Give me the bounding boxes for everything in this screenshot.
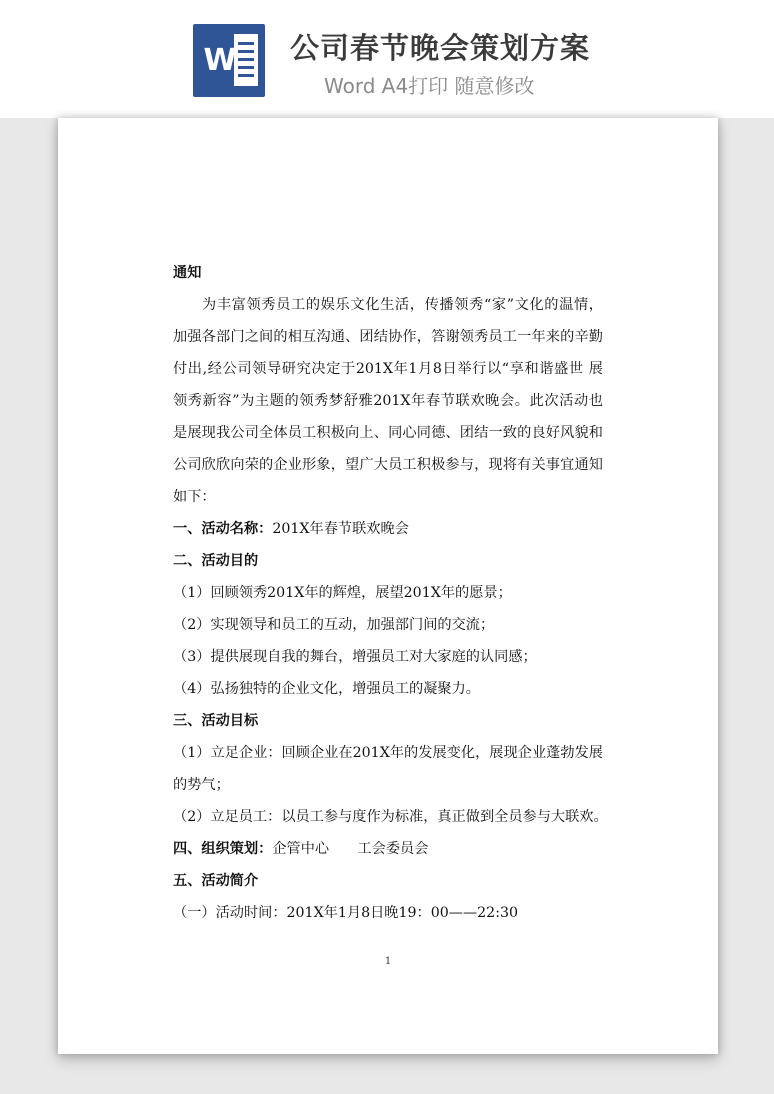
intro-line: 公司欣欣向荣的企业形象，望广大员工积极参与，现将有关事宜通知 <box>173 457 603 473</box>
section-overview-title: 五、活动简介 <box>173 873 259 889</box>
purpose-item: （2）实现领导和员工的互动，加强部门间的交流； <box>173 617 495 633</box>
banner-title: 公司春节晚会策划方案 <box>290 31 591 65</box>
word-letter-w: W <box>203 43 237 78</box>
document-page <box>58 118 718 1054</box>
document-body <box>173 257 608 929</box>
intro-line: 是展现我公司全体员工积极向上、同心同德、团结一致的良好风貌和 <box>173 425 603 441</box>
section-activity-name-value: 201X年春节联欢晚会 <box>272 521 409 537</box>
intro-line: 领秀新容”为主题的领秀梦舒雅201X年春节联欢晚会。此次活动也 <box>173 393 603 409</box>
section-goal-title: 三、活动目标 <box>173 713 259 729</box>
word-document-icon <box>193 24 265 97</box>
header-banner <box>0 0 774 118</box>
section-organizer-label: 四、组织策划： <box>173 841 273 857</box>
intro-line: 付出,经公司领导研究决定于201X年1月8日举行以“享和谐盛世 展 <box>173 361 603 377</box>
goal-item-continued: 的势气； <box>173 777 230 793</box>
goal-item: （2）立足员工：以员工参与度作为标准，真正做到全员参与大联欢。 <box>173 809 608 825</box>
section-purpose-title: 二、活动目的 <box>173 553 259 569</box>
document-heading: 通知 <box>173 265 202 281</box>
goal-item: （1）立足企业：回顾企业在201X年的发展变化，展现企业蓬勃发展 <box>173 745 603 761</box>
section-activity-name <box>173 513 603 545</box>
banner-subtitle: Word A4打印 随意修改 <box>324 74 535 98</box>
purpose-item: （4）弘扬独特的企业文化，增强员工的凝聚力。 <box>173 681 480 697</box>
section-organizer-value: 企管中心 工会委员会 <box>272 841 429 857</box>
page-number: 1 <box>384 956 392 967</box>
overview-item: （一）活动时间：201X年1月8日晚19：00——22:30 <box>173 905 519 921</box>
intro-line: 为丰富领秀员工的娱乐文化生活，传播领秀“家”文化的温情， <box>202 297 603 313</box>
section-organizer <box>173 833 603 865</box>
intro-line: 如下： <box>173 489 216 505</box>
intro-line: 加强各部门之间的相互沟通、团结协作，答谢领秀员工一年来的辛勤 <box>173 329 603 345</box>
purpose-item: （1）回顾领秀201X年的辉煌，展望201X年的愿景； <box>173 585 512 601</box>
section-activity-name-label: 一、活动名称： <box>173 521 273 537</box>
purpose-item: （3）提供展现自我的舞台，增强员工对大家庭的认同感； <box>173 649 537 665</box>
